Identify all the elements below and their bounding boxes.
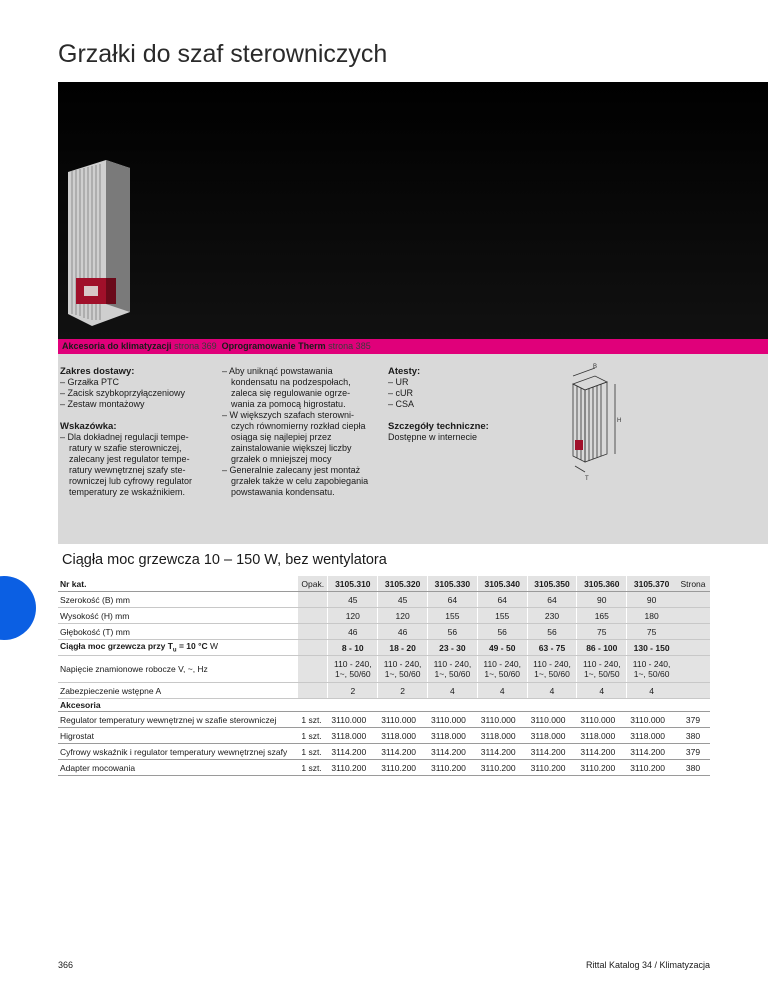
table-cell: 56	[428, 624, 478, 640]
scope-list	[60, 377, 208, 410]
table-cell: 45	[328, 592, 378, 608]
power-label-unit: W	[207, 641, 219, 652]
table-cell: 110 - 240, 1~, 50/60	[378, 656, 428, 683]
table-cell: 18 - 20	[378, 640, 428, 656]
note-item: – Dla dokładnej regulacji tempe-ratury w szafie sterowniczej, zalecany jest regulator tempe-ratury wewnętrznej szafy ste-rowniczej lub cyfrowy regulator temperatury ze wskaźnikiem.	[60, 432, 208, 498]
table-cell: 4	[577, 683, 627, 699]
accessory-op: 1 szt.	[298, 712, 327, 728]
model-cell: 3105.370	[627, 576, 676, 592]
advice-list	[222, 366, 372, 498]
accessory-cell: 3118.000	[378, 728, 428, 744]
row-label: Napięcie znamionowe robocze V, ~, Hz	[58, 656, 298, 683]
scope-item: – Grzałka PTC	[60, 377, 208, 388]
table-cell: 110 - 240, 1~, 50/60	[477, 656, 527, 683]
accessory-label: Higrostat	[58, 728, 298, 744]
accessory-cell: 3118.000	[577, 728, 627, 744]
accessory-cell: 3110.000	[577, 712, 627, 728]
catalog-footer: Rittal Katalog 34 / Klimatyzacja	[585, 960, 710, 970]
table-row	[58, 624, 710, 640]
accessory-label: Adapter mocowania	[58, 760, 298, 776]
approvals-column	[388, 366, 518, 443]
advice-item: – Generalnie zalecany jest montaż grzałek także w celu zapobiegania powstawania kondensatu.	[222, 465, 372, 498]
accessory-cell: 3118.000	[627, 728, 676, 744]
table-cell: 155	[477, 608, 527, 624]
scope-column	[60, 366, 208, 498]
table-cell: 49 - 50	[477, 640, 527, 656]
table-cell: 110 - 240, 1~, 50/60	[428, 656, 478, 683]
accessory-cell: 3110.000	[378, 712, 428, 728]
accessory-cell: 3114.200	[328, 744, 378, 760]
table-cell: 4	[428, 683, 478, 699]
dimension-drawing	[563, 362, 633, 482]
scope-heading: Zakres dostawy:	[60, 366, 135, 377]
power-label-rest: = 10 °C	[176, 641, 208, 652]
table-cell: 75	[577, 624, 627, 640]
table-cell: 63 - 75	[527, 640, 577, 656]
table-cell: 110 - 240, 1~, 50/50	[577, 656, 627, 683]
table-cell: 120	[378, 608, 428, 624]
approvals-heading: Atesty:	[388, 366, 421, 377]
approval-item: – cUR	[388, 388, 518, 399]
accessory-cell: 3114.200	[527, 744, 577, 760]
accessory-cell: 3114.200	[477, 744, 527, 760]
advice-item: – W większych szafach sterowni-czych równomierny rozkład ciepła osiąga się najlepiej przez zainstalowanie większej liczby grzałek o mniejszej mocy	[222, 410, 372, 465]
accessory-label: Cyfrowy wskaźnik i regulator temperatury wewnętrznej szafy	[58, 744, 298, 760]
accessory-page: 380	[676, 760, 710, 776]
accessory-cell: 3114.200	[627, 744, 676, 760]
table-row	[58, 744, 710, 760]
advice-item: – Aby uniknąć powstawania kondensatu na podzespołach, zaleca się regulowanie ogrze-wania za pomocą higrostatu.	[222, 366, 372, 410]
table-row	[58, 608, 710, 624]
table-cell: 165	[577, 608, 627, 624]
table-cell: 23 - 30	[428, 640, 478, 656]
tech-heading: Szczegóły techniczne:	[388, 421, 489, 432]
table-cell: 90	[577, 592, 627, 608]
accessory-page: 379	[676, 712, 710, 728]
table-cell: 180	[627, 608, 676, 624]
accessory-cell: 3110.200	[577, 760, 627, 776]
table-cell: 64	[527, 592, 577, 608]
table-cell: 4	[627, 683, 676, 699]
table-row	[58, 728, 710, 744]
table-row	[58, 683, 710, 699]
spec-table	[58, 576, 710, 776]
header-op: Opak.	[298, 576, 327, 592]
table-cell: 8 - 10	[328, 640, 378, 656]
row-label: Głębokość (T) mm	[58, 624, 298, 640]
table-cell: 86 - 100	[577, 640, 627, 656]
accessory-cell: 3110.000	[477, 712, 527, 728]
model-cell: 3105.360	[577, 576, 627, 592]
table-cell: 120	[328, 608, 378, 624]
table-row	[58, 760, 710, 776]
model-cell: 3105.330	[428, 576, 478, 592]
row-label: Zabezpieczenie wstępne A	[58, 683, 298, 699]
table-cell: 110 - 240, 1~, 50/60	[328, 656, 378, 683]
model-cell: 3105.310	[328, 576, 378, 592]
note-heading: Wskazówka:	[60, 421, 117, 432]
accessory-op: 1 szt.	[298, 728, 327, 744]
table-cell: 2	[378, 683, 428, 699]
accessory-cell: 3110.000	[328, 712, 378, 728]
accessory-cell: 3110.200	[527, 760, 577, 776]
accessory-cell: 3110.000	[428, 712, 478, 728]
accessories-page: strona 369	[174, 341, 217, 351]
model-cell: 3105.320	[378, 576, 428, 592]
page-number: 366	[58, 960, 74, 970]
power-label: Ciągła moc grzewcza przy T	[60, 641, 173, 652]
table-cell: 130 - 150	[627, 640, 676, 656]
dim-b-label: B	[593, 364, 598, 370]
page-title: Grzałki do szaf sterowniczych	[58, 40, 388, 68]
table-row	[58, 656, 710, 683]
table-cell: 56	[527, 624, 577, 640]
accessory-cell: 3110.200	[378, 760, 428, 776]
table-cell: 4	[477, 683, 527, 699]
approvals-list	[388, 377, 518, 410]
table-cell: 110 - 240, 1~, 50/60	[627, 656, 676, 683]
table-row	[58, 640, 710, 656]
chapter-tab	[0, 576, 36, 640]
accessory-cell: 3118.000	[477, 728, 527, 744]
table-cell: 64	[428, 592, 478, 608]
accessory-page: 379	[676, 744, 710, 760]
heater-image	[58, 82, 768, 339]
scope-item: – Zestaw montażowy	[60, 399, 208, 410]
accessories-heading: Akcesoria	[58, 699, 710, 712]
row-label	[58, 640, 298, 656]
accessory-cell: 3110.200	[477, 760, 527, 776]
table-cell: 90	[627, 592, 676, 608]
accessory-cell: 3118.000	[328, 728, 378, 744]
table-cell: 46	[328, 624, 378, 640]
accessory-cell: 3114.200	[577, 744, 627, 760]
accessory-cell: 3110.200	[428, 760, 478, 776]
accessory-cell: 3110.200	[627, 760, 676, 776]
accessories-subheader	[58, 699, 710, 712]
accessory-cell: 3118.000	[428, 728, 478, 744]
power-label-sub: u	[172, 647, 177, 654]
note-list	[60, 432, 208, 498]
accessory-cell: 3114.200	[378, 744, 428, 760]
software-page: strona 385	[328, 341, 371, 351]
info-panel	[58, 354, 768, 544]
table-cell: 56	[477, 624, 527, 640]
table-cell: 45	[378, 592, 428, 608]
dim-h-label: H	[617, 418, 622, 424]
header-label: Nr kat.	[58, 576, 298, 592]
accessory-cell: 3118.000	[527, 728, 577, 744]
tech-text[interactable]: Dostępne w internecie	[388, 432, 478, 442]
accessory-label: Regulator temperatury wewnętrznej w szafie sterowniczej	[58, 712, 298, 728]
row-label: Wysokość (H) mm	[58, 608, 298, 624]
table-header-row	[58, 576, 710, 592]
model-cell: 3105.350	[527, 576, 577, 592]
accessory-page: 380	[676, 728, 710, 744]
software-link[interactable]: Oprogramowanie Therm	[221, 341, 326, 351]
accessory-cell: 3114.200	[428, 744, 478, 760]
scope-item: – Zacisk szybkoprzyłączeniowy	[60, 388, 208, 399]
table-cell: 4	[527, 683, 577, 699]
accessory-cell: 3110.200	[328, 760, 378, 776]
header-strona: Strona	[676, 576, 710, 592]
section-title: Ciągła moc grzewcza 10 – 150 W, bez wentylatora	[62, 552, 387, 568]
approval-item: – UR	[388, 377, 518, 388]
accessory-op: 1 szt.	[298, 760, 327, 776]
accessories-link[interactable]: Akcesoria do klimatyzacji	[62, 341, 172, 351]
table-cell: 46	[378, 624, 428, 640]
advice-column	[222, 366, 372, 498]
model-cell: 3105.340	[477, 576, 527, 592]
accessories-bar	[58, 339, 768, 354]
table-cell: 64	[477, 592, 527, 608]
row-label: Szerokość (B) mm	[58, 592, 298, 608]
table-row	[58, 712, 710, 728]
table-cell: 230	[527, 608, 577, 624]
accessory-op: 1 szt.	[298, 744, 327, 760]
table-row	[58, 592, 710, 608]
dim-t-label: T	[585, 476, 589, 482]
accessory-cell: 3110.000	[627, 712, 676, 728]
approval-item: – CSA	[388, 399, 518, 410]
table-cell: 2	[328, 683, 378, 699]
table-cell: 75	[627, 624, 676, 640]
table-cell: 155	[428, 608, 478, 624]
accessory-cell: 3110.000	[527, 712, 577, 728]
product-photo	[58, 82, 768, 339]
table-cell: 110 - 240, 1~, 50/60	[527, 656, 577, 683]
